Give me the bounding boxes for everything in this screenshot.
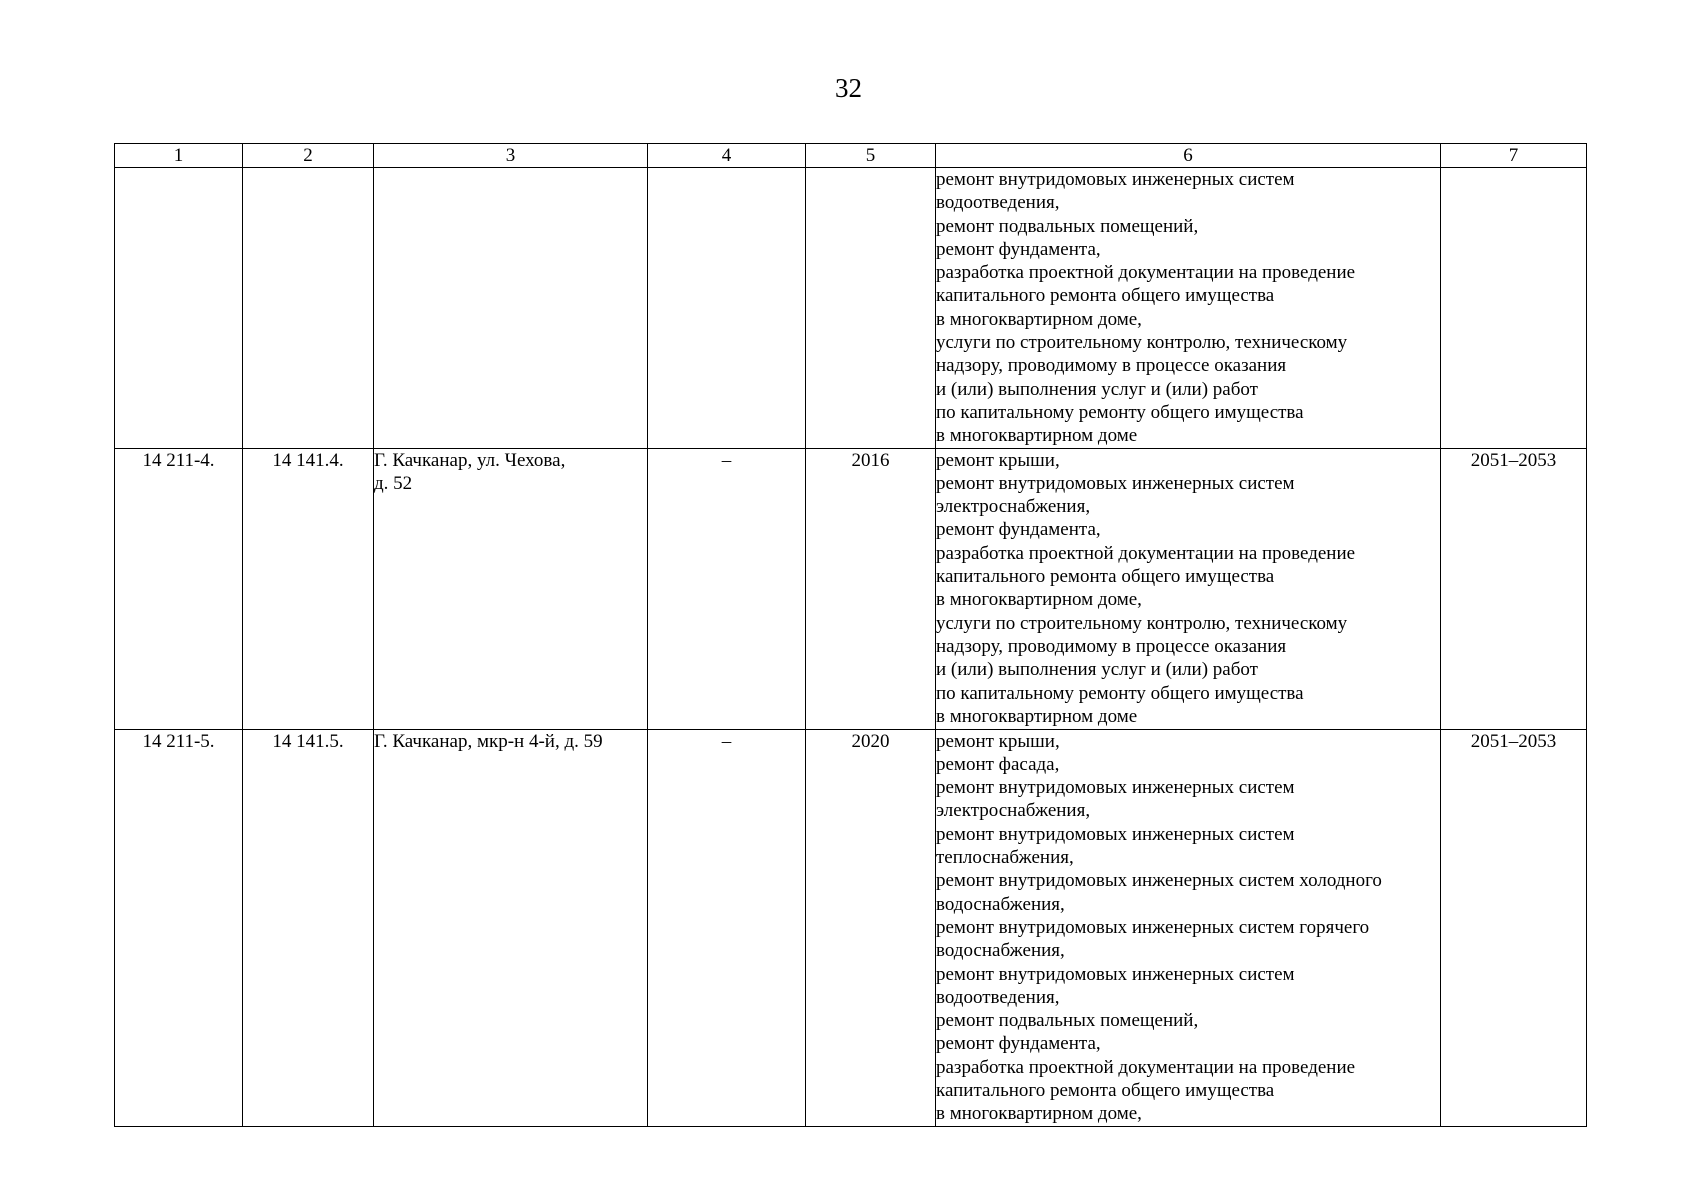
work-item: в многоквартирном доме,: [936, 308, 1142, 330]
work-item: и (или) выполнения услуг и (или) работ: [936, 378, 1258, 400]
work-item: разработка проектной документации на проведение: [936, 262, 1356, 284]
work-item: ремонт внутридомовых инженерных систем: [936, 963, 1295, 985]
address-line: Г. Качканар, ул. Чехова,: [374, 449, 566, 471]
work-item: в многоквартирном доме,: [936, 1103, 1142, 1125]
column-4-cell: –: [648, 729, 806, 1126]
column-header: 4: [648, 144, 806, 168]
work-item: теплоснабжения,: [936, 847, 1074, 869]
work-item: разработка проектной документации на проведение: [936, 542, 1356, 564]
row-number-cell: 14 211-5.: [115, 729, 243, 1126]
work-item: по капитальному ремонту общего имущества: [936, 401, 1304, 423]
work-item: водоснабжения,: [936, 940, 1065, 962]
work-item: ремонт внутридомовых инженерных систем горячего: [936, 916, 1370, 938]
works-cell: [936, 168, 1441, 449]
table-row: [115, 168, 1587, 449]
column-header: 7: [1441, 144, 1587, 168]
works-cell: [936, 729, 1441, 1126]
year-cell: [806, 168, 936, 449]
table-row: [115, 448, 1587, 729]
work-item: капитального ремонта общего имущества: [936, 285, 1275, 307]
work-item: в многоквартирном доме: [936, 705, 1138, 727]
work-item: капитального ремонта общего имущества: [936, 566, 1275, 588]
work-item: ремонт внутридомовых инженерных систем: [936, 169, 1295, 190]
column-header: 1: [115, 144, 243, 168]
plan-number-cell: 14 141.5.: [243, 729, 374, 1126]
column-header: 3: [374, 144, 648, 168]
work-item: ремонт крыши,: [936, 449, 1060, 471]
work-item: ремонт фундамента,: [936, 238, 1101, 260]
work-item: надзору, проводимому в процессе оказания: [936, 635, 1287, 657]
plan-number-cell: 14 141.4.: [243, 448, 374, 729]
work-item: электроснабжения,: [936, 800, 1091, 822]
column-header: 6: [936, 144, 1441, 168]
work-item: электроснабжения,: [936, 496, 1091, 518]
work-item: ремонт фасада,: [936, 753, 1060, 775]
work-item: ремонт внутридомовых инженерных систем: [936, 823, 1295, 845]
plan-number-cell: [243, 168, 374, 449]
row-number-cell: 14 211-4.: [115, 448, 243, 729]
data-table: [114, 143, 1587, 1127]
address-cell: [374, 448, 648, 729]
work-item: в многоквартирном доме,: [936, 589, 1142, 611]
row-number-cell: [115, 168, 243, 449]
work-item: ремонт подвальных помещений,: [936, 1010, 1199, 1032]
table-row: [115, 729, 1587, 1126]
address-cell: [374, 729, 648, 1126]
work-item: разработка проектной документации на проведение: [936, 1056, 1356, 1078]
work-item: водоотведения,: [936, 986, 1060, 1008]
work-item: ремонт подвальных помещений,: [936, 215, 1199, 237]
table-header-row: [115, 144, 1587, 168]
works-cell: [936, 448, 1441, 729]
column-4-cell: –: [648, 448, 806, 729]
period-cell: 2051–2053: [1441, 448, 1587, 729]
work-item: ремонт внутридомовых инженерных систем: [936, 472, 1295, 494]
year-cell: 2020: [806, 729, 936, 1126]
work-item: и (или) выполнения услуг и (или) работ: [936, 659, 1258, 681]
work-item: ремонт внутридомовых инженерных систем холодного: [936, 870, 1382, 892]
address-line: д. 52: [374, 472, 413, 494]
address-cell: [374, 168, 648, 449]
work-item: услуги по строительному контролю, техническому: [936, 332, 1348, 354]
work-item: надзору, проводимому в процессе оказания: [936, 355, 1287, 377]
work-item: водоотведения,: [936, 192, 1060, 214]
work-item: в многоквартирном доме: [936, 425, 1138, 447]
column-4-cell: [648, 168, 806, 449]
work-item: водоснабжения,: [936, 893, 1065, 915]
page-number: 32: [835, 73, 862, 103]
work-item: услуги по строительному контролю, техническому: [936, 612, 1348, 634]
address-line: Г. Качканар, мкр-н 4-й, д. 59: [374, 730, 603, 752]
year-cell: 2016: [806, 448, 936, 729]
work-item: ремонт внутридомовых инженерных систем: [936, 777, 1295, 799]
column-header: 2: [243, 144, 374, 168]
work-item: ремонт крыши,: [936, 730, 1060, 752]
work-item: капитального ремонта общего имущества: [936, 1080, 1275, 1102]
column-header: 5: [806, 144, 936, 168]
period-cell: 2051–2053: [1441, 729, 1587, 1126]
period-cell: [1441, 168, 1587, 449]
work-item: ремонт фундамента,: [936, 1033, 1101, 1055]
work-item: по капитальному ремонту общего имущества: [936, 682, 1304, 704]
work-item: ремонт фундамента,: [936, 519, 1101, 541]
